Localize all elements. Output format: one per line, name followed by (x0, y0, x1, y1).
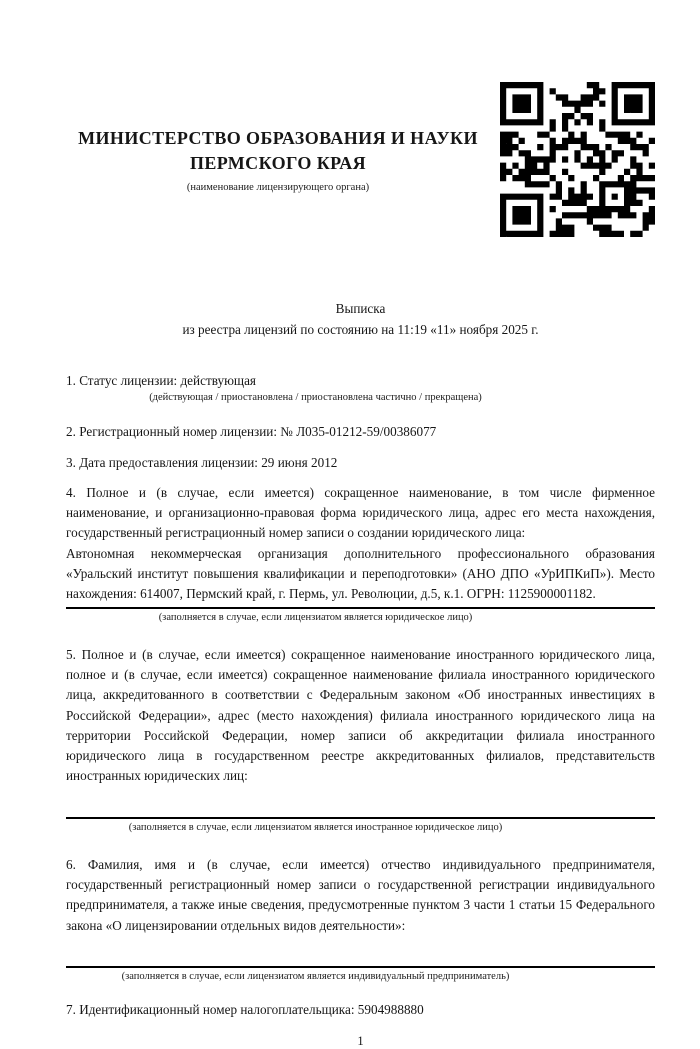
document-title-block (66, 299, 655, 340)
foreign-entity-caption: (заполняется в случае, если лицензиатом является иностранное юридическое лицо) (128, 821, 503, 833)
qr-code-icon (500, 82, 655, 237)
individual-answer (66, 936, 655, 964)
item-individual-entrepreneur (66, 855, 655, 984)
foreign-entity-fill-line (66, 817, 655, 819)
registration-number-text: 2. Регистрационный номер лицензии: № Л035-01212-59/00386077 (66, 424, 437, 440)
legal-entity-question: 4. Полное и (в случае, если имеется) сокращенное наименование, в том числе фирменное наименование, и организационно-правовая форма юридического лица, адрес его места нахождения, государственный регистрационный номер записи о создании юридического лица: (66, 484, 655, 541)
ministry-name-line2: ПЕРМСКОГО КРАЯ (189, 153, 367, 173)
item-foreign-entity (66, 645, 655, 835)
item-taxpayer-number (66, 1000, 655, 1020)
license-status-options-caption: (действующая / приостановлена / приостановлена частично / прекращена) (149, 392, 482, 404)
individual-question: 6. Фамилия, имя и (в случае, если имеется) отчество индивидуального предпринимателя, государственный регистрационный номер записи о государственной регистрации индивидуального предпринимателя, а также иные сведения, предусмотренные пунктом 3 части 1 статьи 15 Федерального закона «О лицензировании отдельных видов деятельности»: (66, 856, 655, 933)
foreign-entity-question: 5. Полное и (в случае, если имеется) сокращенное наименование иностранного юридического лица, полное и (в случае, если имеется) сокращенное наименование филиала иностранного юридического лица, аккредитованного в соответствии с Федеральным законом «Об иностранных инвестициях в Российской Федерации», адрес (место нахождения) филиала иностранного юридического лица на территории Российской Федерации, номер записи об аккредитации филиала иностранного юридического лица в государственном реестре аккредитованных филиалов, представительств иностранных юридических лиц: (66, 646, 655, 784)
ministry-name-caption: (наименование лицензирующего органа) (186, 182, 370, 193)
foreign-entity-answer (66, 787, 655, 815)
item-grant-date (66, 453, 655, 473)
item-license-status (66, 371, 655, 405)
individual-caption: (заполняется в случае, если лицензиатом является индивидуальный предприниматель) (121, 970, 510, 982)
document-subtitle: из реестра лицензий по состоянию на 11:19 «11» ноября 2025 г. (182, 321, 539, 337)
item-registration-number (66, 422, 655, 442)
legal-entity-caption: (заполняется в случае, если лицензиатом является юридическое лицо) (158, 611, 473, 623)
document-header (66, 82, 655, 237)
ministry-name-line1: МИНИСТЕРСТВО ОБРАЗОВАНИЯ И НАУКИ (78, 128, 478, 148)
legal-entity-answer: Автономная некоммерческая организация дополнительного профессионального образования «Уральский институт повышения квалификации и переподготовки» (АНО ДПО «УрИПКиП»). Место нахождения: 614007, Пермский край, г. Пермь, ул. Революции, д.5, к.1. ОГРН: 1125900001182. (66, 545, 655, 602)
licensing-authority (66, 82, 500, 194)
taxpayer-number-text: 7. Идентификационный номер налогоплательщика: 5904988880 (66, 1001, 424, 1017)
legal-entity-fill-line (66, 607, 655, 609)
individual-fill-line (66, 966, 655, 968)
license-status-text: 1. Статус лицензии: действующая (66, 373, 257, 388)
document-title: Выписка (335, 301, 386, 316)
item-legal-entity (66, 483, 655, 625)
grant-date-text: 3. Дата предоставления лицензии: 29 июня 2012 (66, 454, 338, 470)
page-number: 1 (357, 1034, 364, 1049)
